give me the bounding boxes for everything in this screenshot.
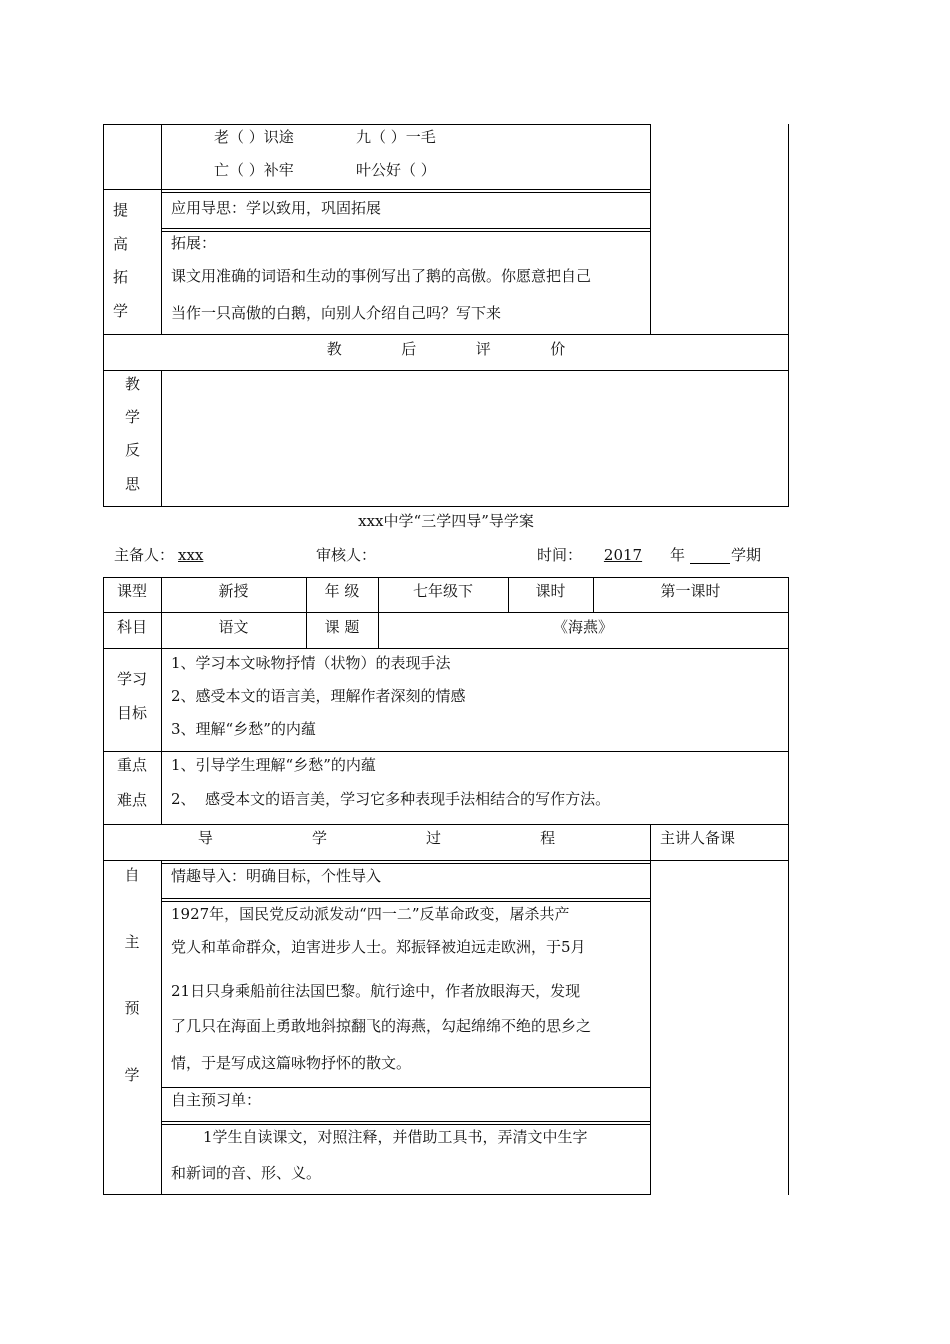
idiom-2: 九（ ）一毛 — [356, 128, 436, 146]
teacher-col-header: 主讲人备课 — [660, 829, 736, 847]
background-line: 党人和革命群众，迫害进步人士。郑振铎被迫远走欧洲，于5月 — [171, 938, 586, 956]
section-label-char: 学 — [113, 302, 129, 320]
section-label-char: 高 — [113, 235, 129, 253]
goal-item: 2、感受本文的语言美，理解作者深刻的情感 — [171, 687, 466, 705]
grade-label: 年 级 — [324, 582, 360, 600]
year-value: 2017 — [603, 546, 643, 564]
reflect-label-char: 反 — [125, 441, 141, 459]
self-label-char: 学 — [124, 1066, 140, 1084]
doc-title: xxx中学“三学四导”导学案 — [358, 512, 534, 530]
key-label: 难点 — [116, 791, 147, 809]
idiom-1: 老（ ）识途 — [214, 128, 294, 146]
period-label: 课时 — [535, 582, 566, 600]
idiom-4: 叶公好（ ） — [356, 161, 436, 179]
subject-label: 科目 — [116, 618, 147, 636]
reflect-label-char: 学 — [125, 408, 141, 426]
background-line: 1927年，国民党反动派发动“四一二”反革命政变，屠杀共产 — [171, 905, 570, 923]
background-line: 了几只在海面上勇敢地斜掠翻飞的海燕，勾起绵绵不绝的思乡之 — [171, 1017, 592, 1035]
period-value: 第一课时 — [660, 582, 721, 600]
background-line: 21日只身乘船前往法国巴黎。航行途中，作者放眼海天，发现 — [171, 982, 581, 1000]
reflect-label-char: 思 — [125, 475, 141, 493]
goals-label: 目标 — [116, 704, 147, 722]
goal-item: 3、理解“乡愁”的内蕴 — [171, 720, 316, 738]
goal-item: 1、学习本文咏物抒情（状物）的表现手法 — [171, 654, 451, 672]
reviewer-label: 审核人： — [316, 546, 377, 564]
section-label-char: 提 — [113, 201, 129, 219]
grade-value: 七年级下 — [412, 582, 473, 600]
reflect-label-char: 教 — [125, 375, 141, 393]
time-label: 时间： — [537, 546, 583, 564]
type-value: 新授 — [218, 582, 249, 600]
self-label-char: 自 — [124, 866, 140, 884]
key-point: 2、 感受本文的语言美，学习它多种表现手法相结合的写作方法。 — [171, 790, 611, 808]
key-label: 重点 — [116, 756, 147, 774]
process-header: 导 学 过 程 — [197, 829, 556, 847]
preparer-label: 主备人： — [114, 546, 175, 564]
subject-value: 语文 — [218, 618, 249, 636]
term-unit: 学期 — [731, 546, 762, 564]
expand-title: 拓展： — [171, 234, 217, 252]
section-label-char: 拓 — [113, 268, 129, 286]
apply-title: 应用导思：学以致用，巩固拓展 — [171, 199, 382, 217]
background-line: 情，于是写成这篇咏物抒怀的散文。 — [171, 1054, 412, 1072]
self-label-char: 预 — [124, 999, 140, 1017]
goals-label: 学习 — [116, 670, 147, 688]
year-unit: 年 — [670, 546, 686, 564]
type-label: 课型 — [116, 582, 147, 600]
topic-label: 课 题 — [324, 618, 360, 636]
self-label-char: 主 — [124, 933, 140, 951]
preparer-value: xxx — [178, 546, 204, 564]
key-point: 1、引导学生理解“乡愁”的内蕴 — [171, 756, 376, 774]
preview-title: 自主预习单： — [171, 1091, 262, 1109]
expand-line: 当作一只高傲的白鹅，向别人介绍自己吗？写下来 — [171, 304, 502, 322]
idiom-3: 亡（ ）补牢 — [214, 161, 294, 179]
term-blank — [690, 563, 730, 564]
eval-header: 教 后 评 价 — [326, 340, 566, 358]
preview-line: 1学生自读课文，对照注释，并借助工具书，弄清文中生字 — [203, 1128, 588, 1146]
intro-title: 情趣导入：明确目标，个性导入 — [171, 867, 382, 885]
expand-line: 课文用准确的词语和生动的事例写出了鹅的高傲。你愿意把自己 — [171, 267, 592, 285]
topic-value: 《海燕》 — [552, 618, 613, 636]
preview-line: 和新词的音、形、义。 — [171, 1164, 322, 1182]
